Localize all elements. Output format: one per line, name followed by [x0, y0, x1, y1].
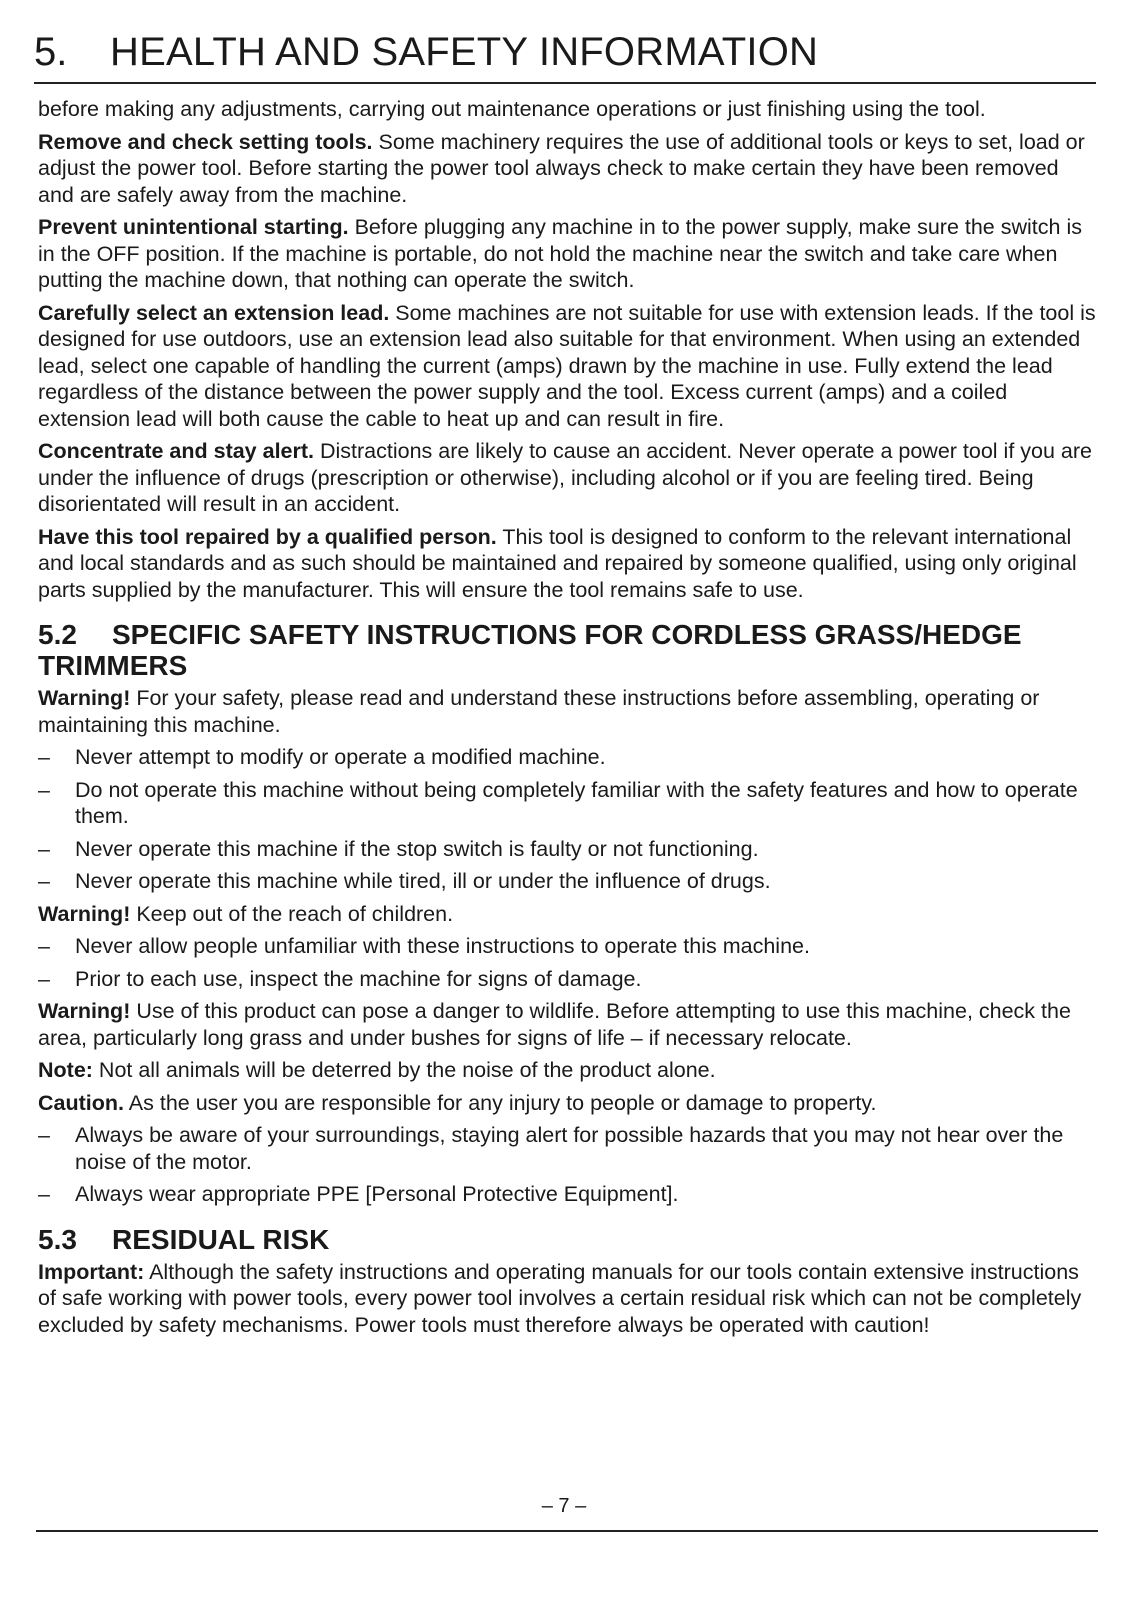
- paragraph-lead: Concentrate and stay alert.: [38, 439, 315, 463]
- page-title: HEALTH AND SAFETY INFORMATION: [110, 30, 819, 74]
- paragraph-prevent-starting: [38, 214, 1098, 294]
- section-number: 5.2: [38, 619, 77, 650]
- section-heading-5-3: [38, 1224, 1098, 1255]
- paragraph-extension-lead: [38, 300, 1098, 433]
- dash-bullet: –: [38, 869, 50, 893]
- note-label: Note:: [38, 1058, 93, 1082]
- paragraph-lead: Prevent unintentional starting.: [38, 215, 349, 239]
- important-label: Important:: [38, 1259, 145, 1284]
- warning-text: Use of this product can pose a danger to wildlife. Before attempting to use this machine, check the area, particularly long grass and under bushes for signs of life – if necessary relocate.: [38, 999, 1071, 1050]
- list-item: [38, 1122, 1098, 1175]
- chapter-number: 5.: [34, 30, 68, 74]
- dash-bullet: –: [38, 836, 50, 861]
- page-number: – 7 –: [541, 1495, 587, 1517]
- warning-label: Warning!: [38, 901, 131, 926]
- paragraph-stay-alert: [38, 438, 1098, 518]
- list-item-text: Prior to each use, inspect the machine for signs of damage.: [75, 966, 642, 991]
- dash-bullet: –: [38, 745, 50, 769]
- list-item: [38, 966, 1098, 993]
- section-title: RESIDUAL RISK: [112, 1223, 330, 1255]
- list-item: [38, 868, 1098, 895]
- section-heading-5-2: [38, 619, 1098, 681]
- intro-continuation: before making any adjustments, carrying out maintenance operations or just finishing using the tool.: [38, 97, 986, 121]
- list-item-text: Never operate this machine while tired, ill or under the influence of drugs.: [75, 869, 771, 893]
- list-item-text: Do not operate this machine without being completely familiar with the safety features and how to operate them.: [75, 777, 1078, 828]
- warning-label: Warning!: [38, 999, 131, 1023]
- list-item: [38, 777, 1098, 830]
- note-animals: [38, 1057, 1098, 1084]
- caution-label: Caution.: [38, 1090, 124, 1115]
- dash-bullet: –: [38, 777, 50, 802]
- dash-bullet: –: [38, 934, 50, 958]
- dash-bullet: –: [38, 966, 50, 991]
- paragraph-text: Distractions are likely to cause an accident. Never operate a power tool if you are under the influence of drugs (prescription or otherwise), including alcohol or if you are feeling tired. Being disorientated will result in an accident.: [38, 439, 1092, 516]
- list-item: [38, 836, 1098, 863]
- note-text: Not all animals will be deterred by the noise of the product alone.: [92, 1058, 716, 1082]
- warning-text: Keep out of the reach of children.: [130, 901, 454, 926]
- list-item-text: Never attempt to modify or operate a modified machine.: [75, 745, 606, 769]
- list-item: [38, 744, 1098, 771]
- list-item-text: Never operate this machine if the stop switch is faulty or not functioning.: [75, 836, 759, 861]
- dash-bullet: –: [38, 1123, 50, 1147]
- footer-divider: [36, 1530, 1098, 1532]
- warning-text: For your safety, please read and understand these instructions before assembling, operating or maintaining this machine.: [38, 686, 1040, 737]
- caution-text: As the user you are responsible for any injury to people or damage to property.: [124, 1090, 877, 1115]
- section-title: SPECIFIC SAFETY INSTRUCTIONS FOR CORDLESS GRASS/HEDGE TRIMMERS: [38, 619, 1022, 681]
- page-header: [34, 26, 1096, 84]
- important-residual-risk: [38, 1259, 1098, 1339]
- warning-wildlife: [38, 998, 1098, 1051]
- paragraph-lead: Remove and check setting tools.: [38, 129, 373, 154]
- list-item: [38, 1181, 1098, 1208]
- paragraph-remove-setting-tools: [38, 129, 1098, 209]
- paragraph-lead: Have this tool repaired by a qualified person.: [38, 524, 497, 549]
- paragraph-qualified-repair: [38, 524, 1098, 604]
- dash-bullet: –: [38, 1182, 50, 1206]
- paragraph-lead: Carefully select an extension lead.: [38, 300, 390, 325]
- important-text: Although the safety instructions and operating manuals for our tools contain extensive instructions of safe working with power tools, every power tool involves a certain residual risk which can not be completely excluded by safety mechanisms. Power tools must therefore always be operated with caution!: [38, 1259, 1082, 1337]
- warning-read-instructions: [38, 685, 1098, 738]
- warning-children: [38, 901, 1098, 928]
- paragraph-text: Some machinery requires the use of additional tools or keys to set, load or adjust the power tool. Before starting the power tool always check to make certain they have been removed and are safely away from the machine.: [38, 129, 1085, 207]
- list-item-text: Always be aware of your surroundings, staying alert for possible hazards that you may not hear over the noise of the motor.: [75, 1123, 1064, 1174]
- paragraph-text: This tool is designed to conform to the relevant international and local standards and as such should be maintained and repaired by someone qualified, using only original parts supplied by the manufacturer. This will ensure the tool remains safe to use.: [38, 524, 1077, 602]
- paragraph-text: Some machines are not suitable for use with extension leads. If the tool is designed for use outdoors, use an extension lead also suitable for that environment. When using an extended lead, select one capable of handling the current (amps) drawn by the machine in use. Fully extend the lead regardless of the distance between the power supply and the tool. Excess current (amps) and a coiled extension lead will both cause the cable to heat up and can result in fire.: [38, 300, 1096, 431]
- list-item: [38, 933, 1098, 960]
- document-body: [38, 96, 1098, 1344]
- caution-responsibility: [38, 1090, 1098, 1117]
- list-item-text: Always wear appropriate PPE [Personal Protective Equipment].: [75, 1182, 679, 1206]
- list-item-text: Never allow people unfamiliar with these instructions to operate this machine.: [75, 934, 810, 958]
- paragraph-text: Before plugging any machine in to the power supply, make sure the switch is in the OFF position. If the machine is portable, do not hold the machine near the switch and take care when putting the machine down, that nothing can operate the switch.: [38, 215, 1082, 292]
- section-number: 5.3: [38, 1223, 77, 1255]
- warning-label: Warning!: [38, 686, 131, 710]
